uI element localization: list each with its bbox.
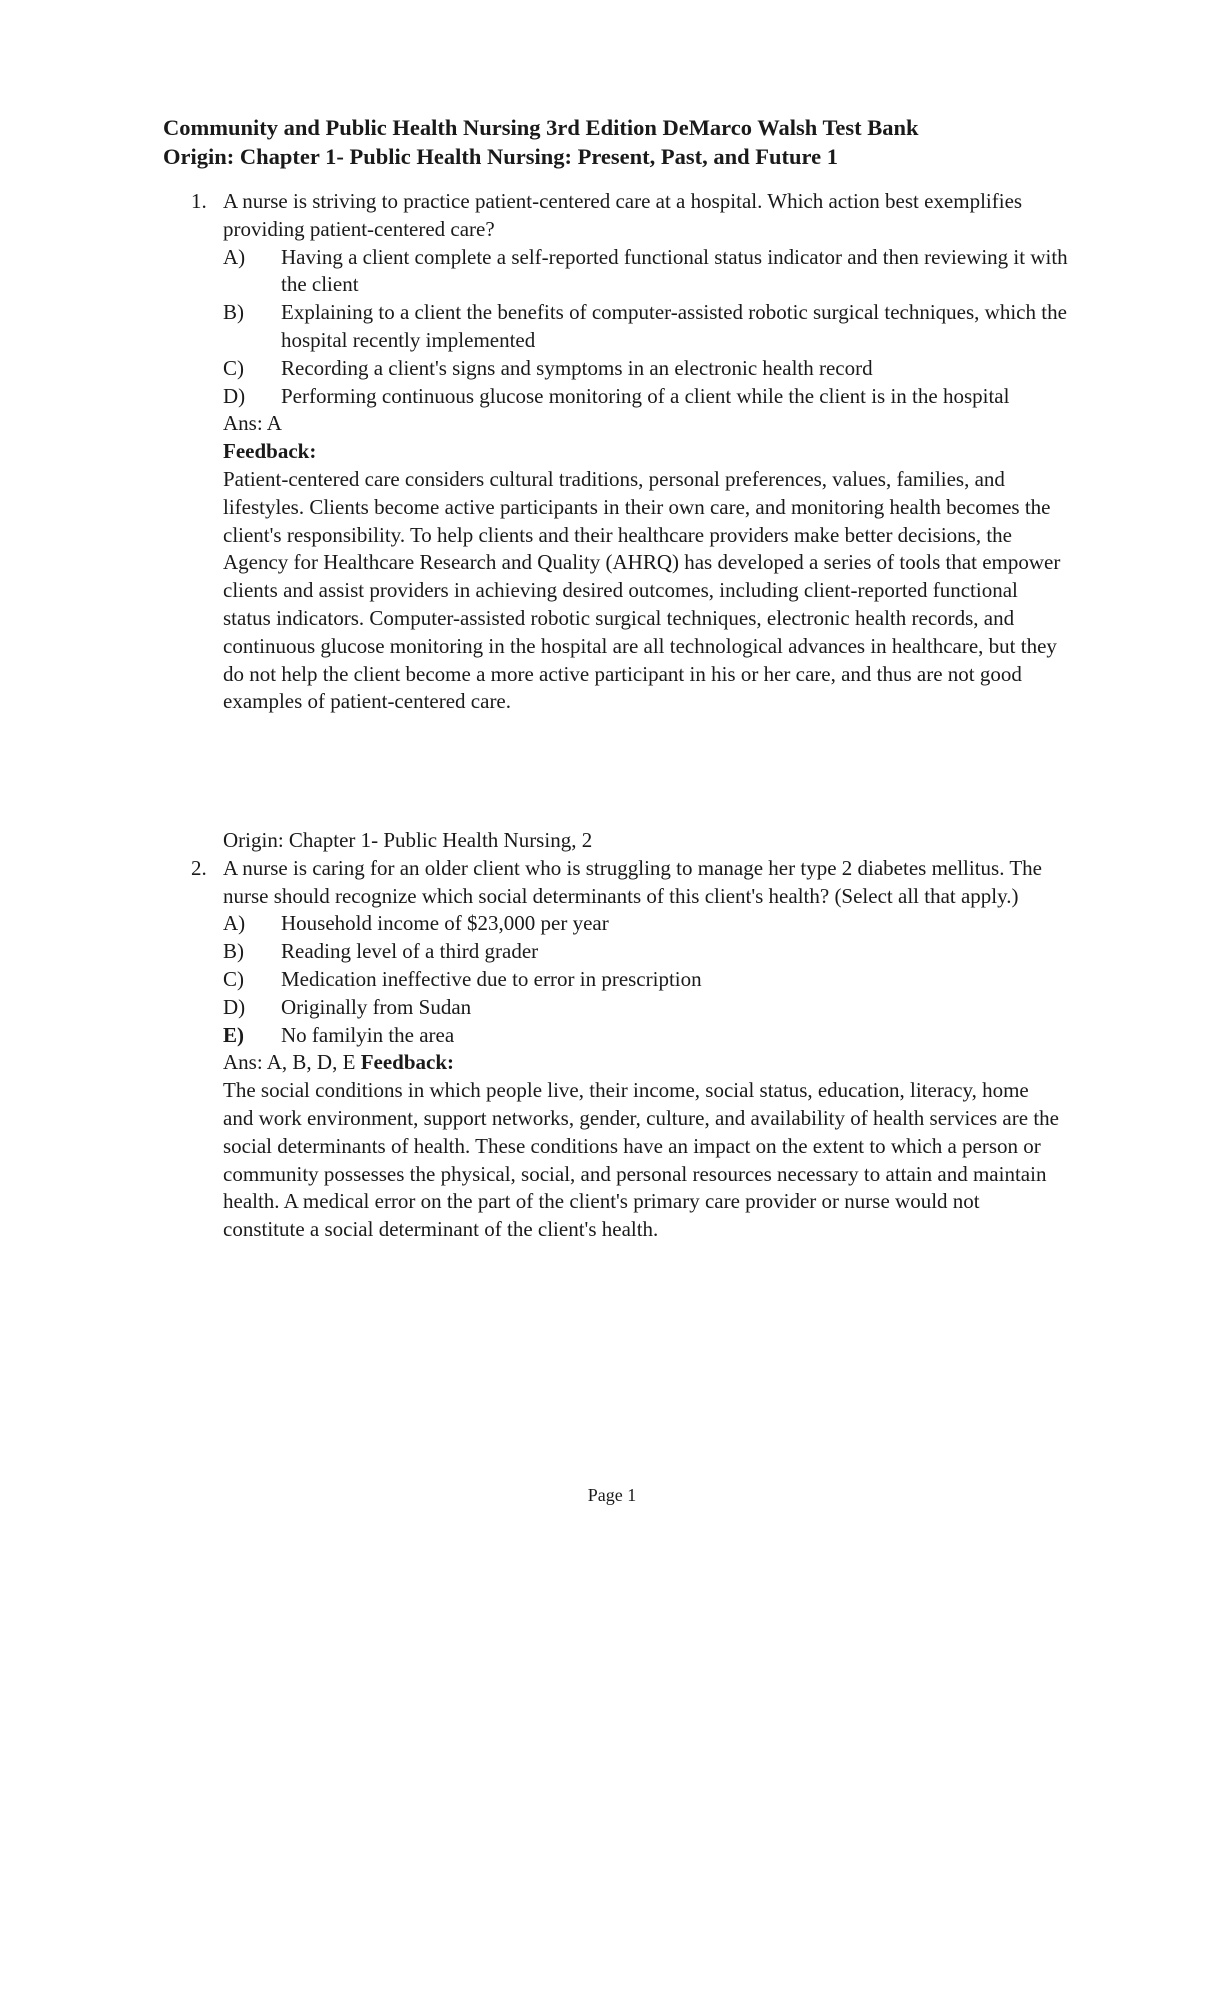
question-2 xyxy=(163,827,1083,1244)
question-1-feedback: Patient-centered care considers cultural traditions, personal preferences, values, families, and lifestyles. Clients become active participants in their own care, and monitoring health becomes the client's responsibility. To help clients and their healthcare providers make better decisions, the Agency for Healthcare Research and Quality (AHRQ) has developed a series of tools that empower clients and assist providers in achieving desired outcomes, including client-reported functional status indicators. Computer-assisted robotic surgical techniques, electronic health records, and continuous glucose monitoring in the hospital are all technological advances in healthcare, but they do not help the client become a more active participant in his or her care, and thus are not good examples of patient-centered care. xyxy=(223,466,1061,714)
question-1-option-c xyxy=(223,355,1083,383)
question-1-option-a xyxy=(223,244,1083,300)
question-2-option-d xyxy=(223,994,1083,1022)
question-2-number: 2. xyxy=(191,855,207,880)
question-1-option-d xyxy=(223,383,1083,411)
option-letter: B) xyxy=(223,300,244,325)
option-letter: C) xyxy=(223,966,244,991)
question-2-options xyxy=(223,910,1083,1049)
option-text: Reading level of a third grader xyxy=(281,939,539,964)
option-letter: B) xyxy=(223,939,244,964)
question-2-answer-line xyxy=(223,1049,1083,1077)
option-text: Explaining to a client the benefits of computer-assisted robotic surgical techniques, which the hospital recently implemented xyxy=(281,300,1067,352)
option-text: Having a client complete a self-reported functional status indicator and then reviewing it with the client xyxy=(281,244,1068,297)
option-letter: A) xyxy=(223,911,246,936)
question-2-option-e xyxy=(223,1022,1083,1050)
page-number: Page 1 xyxy=(587,1485,637,1505)
question-2-option-c xyxy=(223,966,1083,994)
option-letter: C) xyxy=(223,355,244,380)
option-text: Medication ineffective due to error in prescription xyxy=(281,966,702,991)
question-1-answer: Ans: A xyxy=(223,411,282,436)
header-title: Community and Public Health Nursing 3rd Edition DeMarco Walsh Test Bank xyxy=(163,115,919,140)
option-letter: A) xyxy=(223,244,246,269)
option-text: Performing continuous glucose monitoring of a client while the client is in the hospital xyxy=(281,383,1010,408)
question-2-option-b xyxy=(223,938,1083,966)
option-letter: D) xyxy=(223,383,246,408)
question-1-options xyxy=(223,244,1083,411)
header-origin: Origin: Chapter 1- Public Health Nursing: Present, Past, and Future 1 xyxy=(163,144,838,169)
question-2-answer: Ans: A, B, D, E xyxy=(223,1050,356,1075)
question-1 xyxy=(163,188,1083,716)
question-2-text: A nurse is caring for an older client who is struggling to manage her type 2 diabetes mellitus. The nurse should recognize which social determinants of this client's health? (Select all that apply.) xyxy=(223,855,1042,908)
option-letter: E) xyxy=(223,1022,244,1047)
question-1-stem xyxy=(163,188,1083,244)
option-letter: D) xyxy=(223,994,246,1019)
question-2-feedback-label: Feedback: xyxy=(360,1050,455,1075)
question-1-text: A nurse is striving to practice patient-centered care at a hospital. Which action best exemplifies providing patient-centered care? xyxy=(223,189,1023,241)
question-1-option-b xyxy=(223,299,1083,355)
document-header xyxy=(163,113,1143,171)
question-1-number: 1. xyxy=(191,189,207,213)
question-2-option-a xyxy=(223,910,1083,938)
option-text: No familyin the area xyxy=(281,1022,455,1047)
option-text: Originally from Sudan xyxy=(281,994,472,1019)
question-1-feedback-label: Feedback: xyxy=(223,439,317,464)
option-text: Household income of $23,000 per year xyxy=(281,911,609,936)
question-2-stem xyxy=(163,855,1083,911)
option-text: Recording a client's signs and symptoms in an electronic health record xyxy=(281,355,873,380)
question-2-origin: Origin: Chapter 1- Public Health Nursing, 2 xyxy=(223,828,593,852)
question-2-feedback: The social conditions in which people live, their income, social status, education, literacy, home and work environment, support networks, gender, culture, and availability of health services are the social determinants of health. These conditions have an impact on the extent to which a person or community possesses the physical, social, and personal resources necessary to attain and maintain health. A medical error on the part of the client's primary care provider or nurse would not constitute a social determinant of the client's health. xyxy=(223,1078,1059,1242)
